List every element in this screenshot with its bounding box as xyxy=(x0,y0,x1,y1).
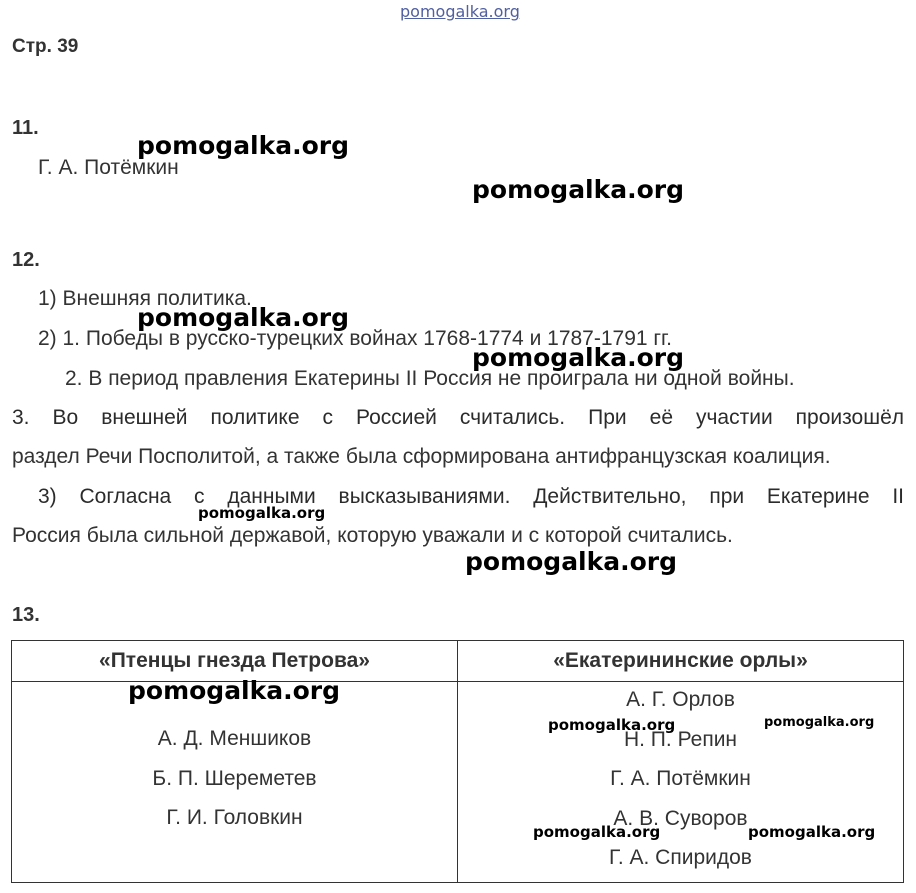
list-item: А. Г. Орлов xyxy=(626,688,735,711)
watermark: pomogalka.org xyxy=(465,547,678,576)
question-12-item-2-1: 2) 1. Победы в русско-турецких войнах 1768-1774 и 1787-1791 гг. xyxy=(38,327,672,350)
question-11-number: 11. xyxy=(12,117,39,139)
watermark: pomogalka.org xyxy=(137,131,350,160)
question-12-item-3-line-2: Россия была сильной державой, которую уважали и с которой считались. xyxy=(12,524,733,547)
watermark: pomogalka.org xyxy=(764,715,875,730)
list-item: А. Д. Меншиков xyxy=(157,727,312,750)
list-item: Н. П. Репин xyxy=(623,727,738,751)
question-12-item-2-2: 2. В период правления Екатерины II Россия не проиграла ни одной войны. xyxy=(65,367,795,390)
question-12-item-3-line-1: 3) Согласна с данными высказываниями. Действительно, при Екатерине II xyxy=(38,485,904,508)
watermark: pomogalka.org xyxy=(472,343,685,372)
list-item: Г. И. Головкин xyxy=(166,806,303,829)
list-item: А. В. Суворов xyxy=(613,806,748,830)
question-12-item-2-3-line-1: 3. Во внешней политике с Россией считались. При её участии произошёл xyxy=(12,406,904,429)
watermark: pomogalka.org xyxy=(137,303,350,332)
question-12-item-1: 1) Внешняя политика. xyxy=(38,287,252,310)
table-header-catherine: «Екатерининские орлы» xyxy=(458,641,904,682)
list-item: Г. А. Потёмкин xyxy=(610,767,751,790)
question-12-number: 12. xyxy=(12,249,40,271)
watermark: pomogalka.org xyxy=(533,823,661,841)
watermark: pomogalka.org xyxy=(748,823,876,841)
list-item: Г. А. Спиридов xyxy=(609,846,752,869)
table-column-catherine xyxy=(458,682,904,883)
watermark: pomogalka.org xyxy=(548,716,676,734)
question-12-item-2-3-line-2: раздел Речи Посполитой, а также была сформирована антифранцузская коалиция. xyxy=(12,445,831,468)
page-title: Стр. 39 xyxy=(12,36,79,57)
question-11-answer: Г. А. Потёмкин xyxy=(38,156,179,179)
watermark: pomogalka.org xyxy=(128,676,341,705)
watermark: pomogalka.org xyxy=(198,504,326,522)
list-item: Б. П. Шереметев xyxy=(152,766,317,790)
table-column-peter xyxy=(12,682,458,883)
table-header-peter: «Птенцы гнезда Петрова» xyxy=(12,641,458,682)
watermark: pomogalka.org xyxy=(472,175,685,204)
watermark-top-link[interactable]: pomogalka.org xyxy=(400,2,520,21)
question-13-number: 13. xyxy=(12,604,40,626)
